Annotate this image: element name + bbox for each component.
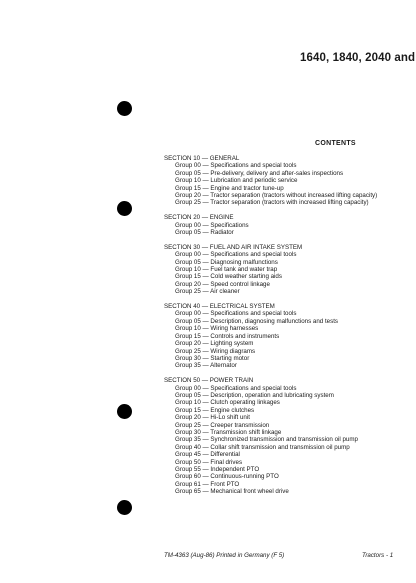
toc-group-entry: Group 25 — Creeper transmission [175, 421, 270, 429]
binder-hole-icon [117, 101, 132, 116]
section-heading: SECTION 50 — POWER TRAIN [164, 377, 254, 385]
toc-section [164, 377, 416, 496]
toc-group-entry: Group 05 — Description, operation and lubricating system [175, 391, 334, 399]
toc-group-entry: Group 35 — Synchronized transmission and transmission oil pump [175, 436, 358, 444]
section-heading: SECTION 40 — ELECTRICAL SYSTEM [164, 303, 275, 311]
toc-group-entry: Group 25 — Tractor separation (tractors with increased lifting capacity) [175, 199, 369, 207]
toc-group-entry: Group 35 — Alternator [175, 362, 237, 370]
footer-publication-info: TM-4363 (Aug-86) Printed in Germany (F 5) [164, 552, 285, 559]
toc-group-entry: Group 65 — Mechanical front wheel drive [175, 488, 289, 496]
binder-hole-icon [117, 500, 132, 515]
binder-hole-icon [117, 201, 132, 216]
toc-group-entry: Group 55 — Independent PTO [175, 466, 260, 473]
toc-group-entry: Group 10 — Clutch operating linkages [175, 399, 280, 407]
toc-group-entry: Group 50 — Final drives [175, 458, 243, 466]
toc-group-entry: Group 05 — Diagnosing malfunctions [175, 258, 278, 266]
table-of-contents [164, 155, 416, 503]
toc-group-entry: Group 15 — Controls and instruments [175, 332, 280, 340]
toc-group-entry: Group 25 — Air cleaner [175, 288, 240, 296]
toc-group-entry: Group 45 — Differential [175, 451, 240, 459]
toc-section [164, 303, 416, 370]
toc-group-entry: Group 25 — Wiring diagrams [175, 347, 256, 355]
section-heading: SECTION 30 — FUEL AND AIR INTAKE SYSTEM [164, 243, 303, 251]
toc-group-entry: Group 00 — Specifications [175, 221, 249, 229]
toc-group-entry: Group 00 — Specifications and special tools [175, 384, 297, 392]
binder-hole-icon [117, 404, 132, 419]
toc-section [164, 155, 416, 207]
toc-group-entry: Group 60 — Continuous-running PTO [175, 473, 279, 481]
toc-group-entry: Group 30 — Starting motor [175, 354, 250, 362]
toc-group-entry: Group 10 — Wiring harnesses [175, 325, 259, 333]
toc-group-entry: Group 05 — Radiator [175, 229, 234, 237]
footer-manual-name: Tractors - 1 [362, 552, 394, 559]
toc-group-entry: Group 00 — Specifications and special tools [175, 310, 297, 318]
toc-group-entry: Group 05 — Description, diagnosing malfunctions and tests [175, 317, 339, 325]
toc-group-entry: Group 20 — Hi-Lo shift unit [175, 414, 250, 422]
toc-group-entry: Group 30 — Transmission shift linkage [175, 428, 282, 436]
toc-group-entry: Group 05 — Pre-delivery, delivery and after-sales inspections [175, 169, 344, 177]
toc-group-entry: Group 61 — Front PTO [175, 480, 240, 488]
toc-section [164, 214, 416, 236]
toc-group-entry: Group 00 — Specifications and special tools [175, 162, 297, 170]
toc-group-entry: Group 15 — Engine and tractor tune-up [175, 184, 284, 192]
page-title: 1640, 1840, 2040 and [300, 52, 416, 64]
section-heading: SECTION 20 — ENGINE [164, 214, 234, 222]
toc-section [164, 244, 416, 296]
section-heading: SECTION 10 — GENERAL [164, 155, 240, 162]
contents-heading: CONTENTS [315, 140, 356, 147]
toc-group-entry: Group 15 — Engine clutches [175, 406, 255, 414]
toc-group-entry: Group 40 — Collar shift transmission and transmission oil pump [175, 443, 350, 451]
toc-group-entry: Group 00 — Specifications and special tools [175, 251, 297, 259]
toc-group-entry: Group 20 — Lighting system [175, 340, 254, 348]
toc-group-entry: Group 15 — Cold weather starting aids [175, 273, 282, 281]
toc-group-entry: Group 20 — Speed control linkage [175, 280, 270, 288]
toc-group-entry: Group 20 — Tractor separation (tractors without increased lifting capacity) [175, 192, 378, 200]
toc-group-entry: Group 10 — Lubrication and periodic service [175, 177, 298, 185]
toc-group-entry: Group 10 — Fuel tank and water trap [175, 266, 278, 274]
